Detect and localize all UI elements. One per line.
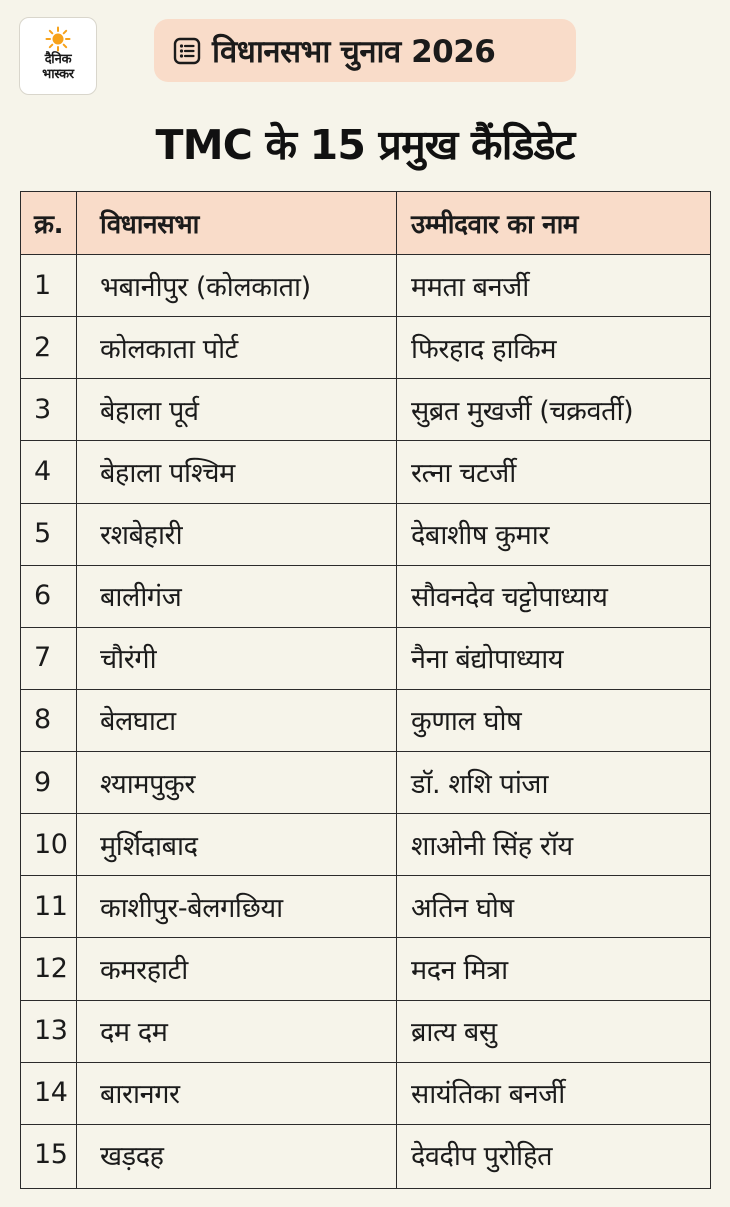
candidate-cell: नैना बंद्योपाध्याय — [411, 644, 564, 676]
serial-number-cell: 14 — [34, 1077, 68, 1109]
election-badge-label: विधानसभा चुनाव 2026 — [212, 33, 496, 70]
constituency-cell: बेहाला पूर्व — [100, 395, 199, 427]
serial-number-cell: 8 — [34, 704, 51, 736]
constituency-cell: खड़दह — [100, 1141, 164, 1173]
table-row — [21, 813, 710, 875]
serial-number-cell: 15 — [34, 1139, 68, 1171]
candidate-cell: डॉ. शशि पांजा — [411, 768, 549, 800]
candidate-cell: देवदीप पुरोहित — [411, 1141, 553, 1173]
column-header-serial: क्र. — [34, 210, 64, 240]
row-divider — [21, 254, 710, 255]
table-row — [21, 565, 710, 627]
candidate-cell: सायंतिका बनर्जी — [411, 1079, 565, 1111]
table-row — [21, 937, 710, 999]
constituency-cell: बारानगर — [100, 1079, 180, 1111]
table-row — [21, 875, 710, 937]
table-row — [21, 503, 710, 565]
row-divider — [21, 1124, 710, 1125]
candidate-cell: मदन मित्रा — [411, 954, 508, 986]
column-divider — [76, 192, 77, 1188]
row-divider — [21, 937, 710, 938]
row-divider — [21, 1062, 710, 1063]
serial-number-cell: 2 — [34, 331, 51, 363]
candidate-cell: रत्ना चटर्जी — [411, 457, 516, 489]
candidate-cell: अतिन घोष — [411, 892, 514, 924]
row-divider — [21, 1000, 710, 1001]
sun-icon — [45, 26, 71, 52]
row-divider — [21, 503, 710, 504]
table-row — [21, 751, 710, 813]
row-divider — [21, 689, 710, 690]
column-header-candidate: उम्मीदवार का नाम — [411, 210, 579, 240]
serial-number-cell: 3 — [34, 393, 51, 425]
serial-number-cell: 5 — [34, 518, 51, 550]
candidate-cell: ब्रात्य बसु — [411, 1017, 497, 1049]
row-divider — [21, 565, 710, 566]
election-badge — [154, 19, 576, 82]
list-icon — [172, 36, 202, 66]
row-divider — [21, 751, 710, 752]
column-divider — [396, 192, 397, 1188]
row-divider — [21, 813, 710, 814]
table-row — [21, 316, 710, 378]
constituency-cell: बालीगंज — [100, 582, 182, 614]
constituency-cell: चौरंगी — [100, 644, 157, 676]
serial-number-cell: 4 — [34, 455, 51, 487]
row-divider — [21, 316, 710, 317]
constituency-cell: रशबेहारी — [100, 520, 183, 552]
table-row — [21, 1124, 710, 1186]
candidate-cell: सौवनदेव चट्टोपाध्याय — [411, 582, 608, 614]
constituency-cell: मुर्शिदाबाद — [100, 830, 198, 862]
candidate-cell: शाओनी सिंह रॉय — [411, 830, 573, 862]
dainik-bhaskar-logo — [19, 17, 97, 95]
serial-number-cell: 11 — [34, 890, 68, 922]
candidate-cell: कुणाल घोष — [411, 706, 522, 738]
serial-number-cell: 7 — [34, 642, 51, 674]
constituency-cell: काशीपुर-बेलगछिया — [100, 892, 283, 924]
constituency-cell: भबानीपुर (कोलकाता) — [100, 271, 311, 303]
serial-number-cell: 12 — [34, 952, 68, 984]
logo-text-line1: दैनिक — [44, 52, 72, 67]
table-row — [21, 440, 710, 502]
page-title: TMC के 15 प्रमुख कैंडिडेट — [155, 121, 575, 169]
serial-number-cell: 1 — [34, 269, 51, 301]
candidate-cell: फिरहाद हाकिम — [411, 333, 557, 365]
table-header-row — [21, 192, 710, 254]
constituency-cell: बेलघाटा — [100, 706, 176, 738]
candidate-cell: देबाशीष कुमार — [411, 520, 550, 552]
row-divider — [21, 440, 710, 441]
table-row — [21, 378, 710, 440]
serial-number-cell: 6 — [34, 580, 51, 612]
constituency-cell: कोलकाता पोर्ट — [100, 333, 238, 365]
candidate-cell: सुब्रत मुखर्जी (चक्रवर्ती) — [411, 395, 634, 427]
candidate-cell: ममता बनर्जी — [411, 271, 529, 303]
row-divider — [21, 378, 710, 379]
serial-number-cell: 10 — [34, 828, 68, 860]
table-row — [21, 689, 710, 751]
table-row — [21, 627, 710, 689]
constituency-cell: श्यामपुकुर — [100, 768, 195, 800]
table-row — [21, 254, 710, 316]
serial-number-cell: 13 — [34, 1015, 68, 1047]
serial-number-cell: 9 — [34, 766, 51, 798]
row-divider — [21, 875, 710, 876]
constituency-cell: कमरहाटी — [100, 954, 188, 986]
table-row — [21, 1000, 710, 1062]
table-row — [21, 1062, 710, 1124]
logo-text-line2: भास्कर — [42, 67, 74, 82]
constituency-cell: बेहाला पश्चिम — [100, 457, 235, 489]
column-header-constituency: विधानसभा — [100, 210, 199, 240]
candidate-table — [20, 191, 711, 1189]
row-divider — [21, 627, 710, 628]
constituency-cell: दम दम — [100, 1017, 168, 1049]
